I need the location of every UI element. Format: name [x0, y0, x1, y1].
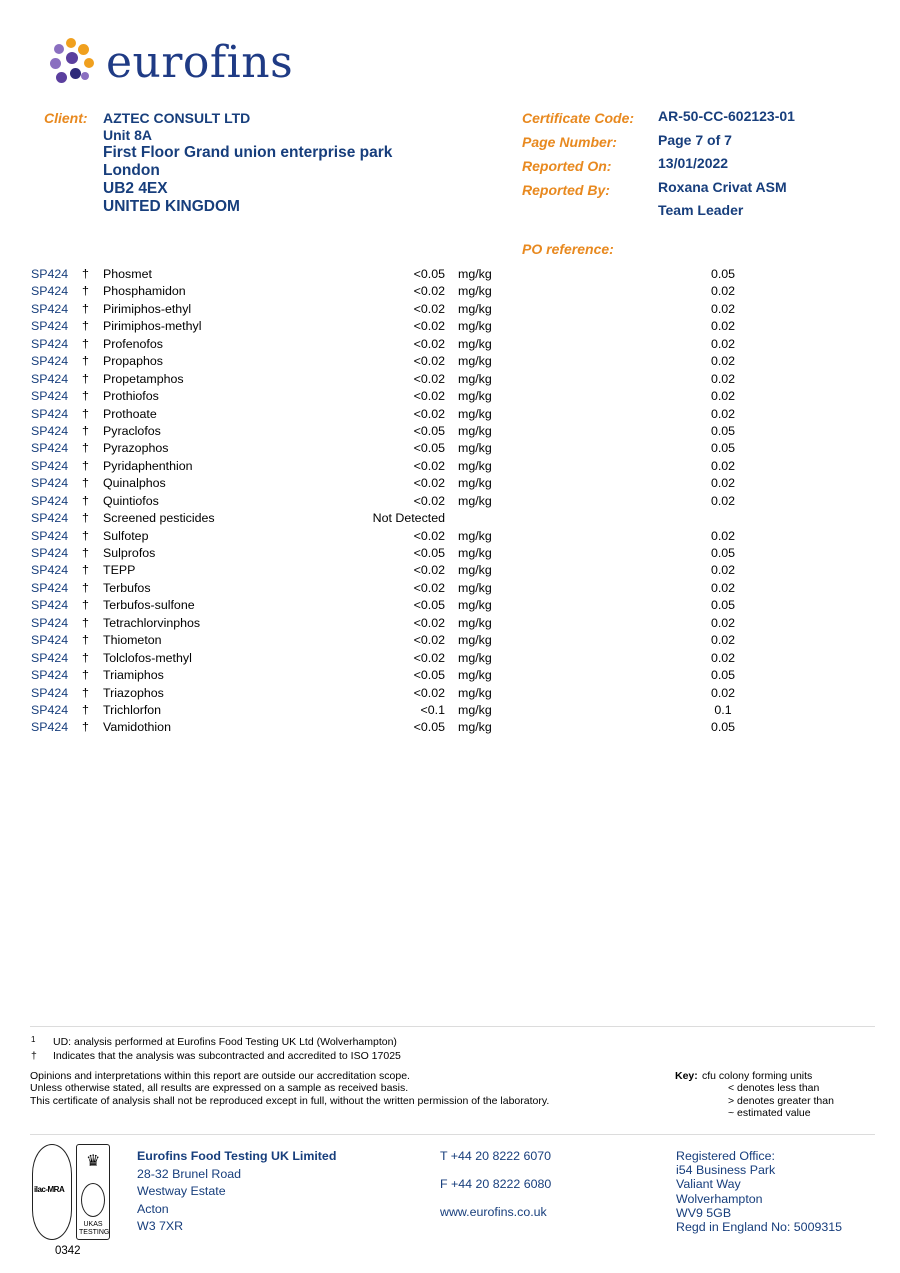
table-row	[0, 371, 900, 388]
analyte-name: Profenofos	[103, 336, 163, 351]
limit-value: 0.02	[710, 493, 736, 508]
analyte-name: Prothiofos	[103, 389, 159, 404]
test-code: SP424	[31, 389, 69, 404]
table-row	[0, 493, 900, 510]
test-code: SP424	[31, 371, 69, 386]
test-code: SP424	[31, 563, 69, 578]
subcontract-mark: †	[82, 528, 89, 543]
crown-icon: ♛	[86, 1153, 101, 1170]
registered-office-line: WV9 5GB	[676, 1205, 732, 1220]
analyte-name: Screened pesticides	[103, 511, 215, 526]
po-reference-label: PO reference:	[522, 241, 614, 257]
subcontract-mark: †	[82, 702, 89, 717]
test-code: SP424	[31, 493, 69, 508]
footnote-mark: †	[31, 1050, 37, 1062]
limit-value: 0.02	[710, 528, 736, 543]
table-row	[0, 650, 900, 667]
key-item: > denotes greater than	[728, 1094, 834, 1107]
subcontract-mark: †	[82, 458, 89, 473]
analyte-name: Triamiphos	[103, 668, 164, 683]
result-unit: mg/kg	[458, 615, 492, 630]
telephone: T +44 20 8222 6070	[440, 1149, 552, 1163]
client-address-line: Unit 8A	[103, 127, 152, 143]
subcontract-mark: †	[82, 563, 89, 578]
result-unit: mg/kg	[458, 423, 492, 438]
table-row	[0, 580, 900, 597]
result-value: <0.02	[413, 685, 445, 700]
analyte-name: Terbufos	[103, 580, 151, 595]
result-value: <0.02	[413, 284, 445, 299]
result-unit: mg/kg	[458, 476, 492, 491]
analyte-name: Quintiofos	[103, 493, 159, 508]
certificate-code-label: Certificate Code:	[522, 110, 635, 126]
result-value: <0.02	[413, 580, 445, 595]
subcontract-mark: †	[82, 511, 89, 526]
subcontract-mark: †	[82, 633, 89, 648]
subcontract-mark: †	[82, 441, 89, 456]
table-row	[0, 283, 900, 300]
limit-value: 0.05	[710, 720, 736, 735]
divider	[30, 1134, 875, 1135]
disclaimer-line: This certificate of analysis shall not be reproduced except in full, without the written permission of the laboratory.	[30, 1094, 550, 1107]
client-address-line: UB2 4EX	[103, 180, 168, 197]
analyte-name: Pyridaphenthion	[103, 458, 193, 473]
table-row	[0, 336, 900, 353]
accreditation-number: 0342	[55, 1245, 81, 1257]
subcontract-mark: †	[82, 319, 89, 334]
analyte-name: Pyraclofos	[103, 423, 161, 438]
footnote-text: UD: analysis performed at Eurofins Food Testing UK Ltd (Wolverhampton)	[53, 1036, 397, 1048]
subcontract-mark: †	[82, 423, 89, 438]
analyte-name: Pirimiphos-methyl	[103, 319, 202, 334]
analyte-name: Propetamphos	[103, 371, 184, 386]
analyte-name: Triazophos	[103, 685, 164, 700]
table-row	[0, 702, 900, 719]
table-row	[0, 562, 900, 579]
result-value: <0.02	[413, 493, 445, 508]
analyte-name: Thiometon	[103, 633, 162, 648]
reported-on-label: Reported On:	[522, 158, 612, 174]
certificate-meta-labels	[522, 109, 634, 205]
fax: F +44 20 8222 6080	[440, 1176, 552, 1191]
limit-value: 0.05	[710, 598, 736, 613]
ukas-ring-icon	[81, 1183, 105, 1217]
limit-value: 0.02	[710, 563, 736, 578]
result-unit: mg/kg	[458, 354, 492, 369]
test-code: SP424	[31, 458, 69, 473]
registration-number: Regd in England No: 5009315	[676, 1220, 843, 1235]
test-code: SP424	[31, 615, 69, 630]
result-unit: mg/kg	[458, 580, 492, 595]
result-unit: mg/kg	[458, 284, 492, 299]
table-row	[0, 545, 900, 562]
test-code: SP424	[31, 319, 69, 334]
test-code: SP424	[31, 546, 69, 560]
footnote	[31, 1033, 397, 1049]
table-row	[0, 423, 900, 440]
table-row	[0, 475, 900, 492]
analyte-name: Propaphos	[103, 354, 163, 369]
result-value: <0.02	[413, 389, 445, 404]
footnote-text: Indicates that the analysis was subcontracted and accredited to ISO 17025	[53, 1050, 401, 1062]
eurofins-dots-icon	[46, 36, 98, 88]
limit-value: 0.02	[710, 371, 736, 386]
result-unit: mg/kg	[458, 319, 492, 334]
limit-value: 0.02	[710, 301, 736, 316]
key-item: cfu colony forming units	[702, 1070, 813, 1082]
result-value: <0.02	[413, 319, 445, 334]
limit-value: 0.02	[710, 685, 736, 700]
limit-value: 0.02	[710, 389, 736, 404]
footnote-mark: 1	[31, 1035, 36, 1044]
registered-office	[676, 1149, 842, 1234]
eurofins-logo	[46, 36, 293, 88]
reported-by-role: Team Leader	[658, 202, 744, 218]
result-value: <0.05	[413, 267, 445, 281]
test-code: SP424	[31, 267, 69, 281]
analyte-name: Pirimiphos-ethyl	[103, 301, 192, 316]
test-code: SP424	[31, 702, 69, 717]
table-row	[0, 353, 900, 370]
test-code: SP424	[31, 598, 69, 613]
limit-value: 0.02	[710, 284, 736, 299]
result-unit: mg/kg	[458, 650, 492, 665]
page-number-label: Page Number:	[522, 134, 617, 150]
result-unit: mg/kg	[458, 406, 492, 421]
analyte-name: Sulprofos	[103, 546, 156, 560]
result-unit: mg/kg	[458, 493, 492, 508]
result-value: <0.02	[413, 650, 445, 665]
client-address-line: UNITED KINGDOM	[103, 198, 240, 215]
result-unit: mg/kg	[458, 598, 492, 613]
reported-on-value: 13/01/2022	[658, 155, 729, 171]
result-unit: mg/kg	[458, 668, 492, 683]
company-name: Eurofins Food Testing UK Limited	[137, 1149, 337, 1163]
table-row	[0, 440, 900, 457]
result-value: <0.05	[413, 546, 445, 560]
subcontract-mark: †	[82, 615, 89, 630]
test-code: SP424	[31, 580, 69, 595]
analyte-name: Prothoate	[103, 406, 157, 421]
table-row	[0, 719, 900, 736]
result-value: <0.02	[413, 458, 445, 473]
certificate-meta-values	[658, 107, 795, 225]
limit-value: 0.1	[714, 702, 732, 717]
limit-value: 0.05	[710, 668, 736, 683]
company-address	[137, 1148, 336, 1236]
test-code: SP424	[31, 668, 69, 683]
result-value: <0.05	[413, 423, 445, 438]
table-row	[0, 388, 900, 405]
reported-by-label: Reported By:	[522, 182, 610, 198]
test-code: SP424	[31, 336, 69, 351]
result-value: <0.05	[413, 598, 445, 613]
result-value: <0.02	[413, 633, 445, 648]
subcontract-mark: †	[82, 685, 89, 700]
client-address-line: London	[103, 162, 160, 179]
result-unit: mg/kg	[458, 267, 492, 281]
result-unit: mg/kg	[458, 458, 492, 473]
limit-value: 0.02	[710, 406, 736, 421]
result-unit: mg/kg	[458, 685, 492, 700]
website-link[interactable]: www.eurofins.co.uk	[440, 1204, 547, 1219]
analyte-name: Phosmet	[103, 267, 152, 281]
company-contact	[440, 1148, 551, 1231]
registered-office-line: Wolverhampton	[676, 1191, 763, 1206]
limit-value: 0.02	[710, 476, 736, 491]
result-value: <0.05	[413, 720, 445, 735]
test-code: SP424	[31, 284, 69, 299]
test-code: SP424	[31, 301, 69, 316]
analyte-name: Vamidothion	[103, 720, 171, 735]
logo-text: eurofins	[106, 36, 294, 88]
subcontract-mark: †	[82, 476, 89, 491]
result-value: <0.05	[413, 441, 445, 456]
disclaimer-line: Unless otherwise stated, all results are expressed on a sample as received basis.	[30, 1082, 409, 1095]
ilac-mra-logo	[32, 1144, 72, 1240]
result-value: <0.02	[413, 406, 445, 421]
subcontract-mark: †	[82, 371, 89, 386]
limit-value: 0.05	[710, 546, 736, 560]
analyte-name: Pyrazophos	[103, 441, 169, 456]
result-value: <0.02	[413, 476, 445, 491]
key-item: < denotes less than	[728, 1082, 820, 1095]
analyte-name: Phosphamidon	[103, 284, 186, 299]
result-unit: mg/kg	[458, 389, 492, 404]
table-row	[0, 406, 900, 423]
analyte-name: Sulfotep	[103, 528, 149, 543]
subcontract-mark: †	[82, 267, 89, 281]
test-code: SP424	[31, 528, 69, 543]
subcontract-mark: †	[82, 650, 89, 665]
analyte-name: Quinalphos	[103, 476, 166, 491]
subcontract-mark: †	[82, 389, 89, 404]
result-value: <0.02	[413, 528, 445, 543]
analyte-name: Tetrachlorvinphos	[103, 615, 201, 630]
result-unit: mg/kg	[458, 336, 492, 351]
ilac-mra-text: ilac-MRA	[34, 1185, 65, 1194]
company-address-line: Acton	[137, 1201, 169, 1216]
result-unit: mg/kg	[458, 371, 492, 386]
test-code: SP424	[31, 441, 69, 456]
ukas-text: UKAS TESTING	[79, 1221, 110, 1236]
result-unit: mg/kg	[458, 702, 492, 717]
registered-office-line: i54 Business Park	[676, 1163, 776, 1178]
test-code: SP424	[31, 511, 69, 526]
test-code: SP424	[31, 406, 69, 421]
table-row	[0, 615, 900, 632]
subcontract-mark: †	[82, 406, 89, 421]
result-unit: mg/kg	[458, 441, 492, 456]
reported-by-value: Roxana Crivat ASM	[658, 178, 787, 195]
subcontract-mark: †	[82, 354, 89, 369]
table-row	[0, 528, 900, 545]
company-address-line: 28-32 Brunel Road	[137, 1166, 242, 1181]
limit-value: 0.02	[710, 354, 736, 369]
table-row	[0, 685, 900, 702]
result-value: <0.05	[413, 668, 445, 683]
result-unit: mg/kg	[458, 633, 492, 648]
divider	[30, 1026, 875, 1027]
subcontract-mark: †	[82, 546, 89, 560]
limit-value: 0.05	[710, 441, 736, 456]
results-table	[0, 266, 900, 737]
result-value: <0.02	[413, 354, 445, 369]
limit-value: 0.02	[710, 458, 736, 473]
certificate-code-value: AR-50-CC-602123-01	[658, 108, 795, 124]
subcontract-mark: †	[82, 493, 89, 508]
analyte-name: Tolclofos-methyl	[103, 650, 192, 665]
table-row	[0, 301, 900, 318]
ukas-logo	[76, 1144, 110, 1240]
registered-office-title: Registered Office:	[676, 1149, 775, 1163]
accreditation-logos	[32, 1144, 112, 1244]
key-title: Key:	[675, 1070, 698, 1082]
result-value: <0.02	[413, 336, 445, 351]
limit-value: 0.02	[710, 633, 736, 648]
table-row	[0, 318, 900, 335]
client-address	[103, 110, 392, 216]
footnote	[31, 1050, 401, 1063]
result-value: <0.02	[413, 371, 445, 386]
test-code: SP424	[31, 650, 69, 665]
test-code: SP424	[31, 476, 69, 491]
table-row	[0, 597, 900, 614]
limit-value: 0.02	[710, 319, 736, 334]
result-value: Not Detected	[372, 511, 445, 526]
result-unit: mg/kg	[458, 546, 492, 560]
table-row	[0, 510, 900, 527]
subcontract-mark: †	[82, 720, 89, 735]
company-address-line: W3 7XR	[137, 1219, 184, 1233]
analyte-name: TEPP	[103, 563, 136, 578]
subcontract-mark: †	[82, 301, 89, 316]
limit-value: 0.02	[710, 615, 736, 630]
limit-value: 0.02	[710, 650, 736, 665]
result-unit: mg/kg	[458, 528, 492, 543]
result-value: <0.02	[413, 563, 445, 578]
page-number-value: Page 7 of 7	[658, 131, 732, 148]
result-value: <0.1	[420, 702, 445, 717]
result-unit: mg/kg	[458, 720, 492, 735]
table-row	[0, 667, 900, 684]
table-row	[0, 632, 900, 649]
registered-office-line: Valiant Way	[676, 1177, 741, 1192]
analyte-name: Trichlorfon	[103, 702, 162, 717]
subcontract-mark: †	[82, 284, 89, 299]
limit-value: 0.05	[710, 267, 736, 281]
table-row	[0, 458, 900, 475]
table-row	[0, 266, 900, 283]
limit-value: 0.05	[710, 423, 736, 438]
client-label: Client:	[44, 110, 88, 126]
company-address-line: Westway Estate	[137, 1184, 226, 1198]
subcontract-mark: †	[82, 580, 89, 595]
client-name: AZTEC CONSULT LTD	[103, 110, 251, 126]
subcontract-mark: †	[82, 668, 89, 683]
key-item: ~ estimated value	[728, 1106, 811, 1119]
test-code: SP424	[31, 354, 69, 369]
subcontract-mark: †	[82, 336, 89, 351]
analyte-name: Terbufos-sulfone	[103, 598, 195, 613]
disclaimer-line: Opinions and interpretations within this report are outside our accreditation scope.	[30, 1070, 410, 1082]
client-address-line: First Floor Grand union enterprise park	[103, 144, 393, 161]
result-value: <0.02	[413, 301, 445, 316]
result-unit: mg/kg	[458, 301, 492, 316]
limit-value: 0.02	[710, 580, 736, 595]
result-value: <0.02	[413, 615, 445, 630]
test-code: SP424	[31, 633, 69, 648]
test-code: SP424	[31, 423, 69, 438]
disclaimer	[30, 1070, 549, 1107]
limit-value: 0.02	[710, 336, 736, 351]
test-code: SP424	[31, 685, 69, 700]
test-code: SP424	[31, 720, 69, 735]
subcontract-mark: †	[82, 598, 89, 613]
result-unit: mg/kg	[458, 563, 492, 578]
